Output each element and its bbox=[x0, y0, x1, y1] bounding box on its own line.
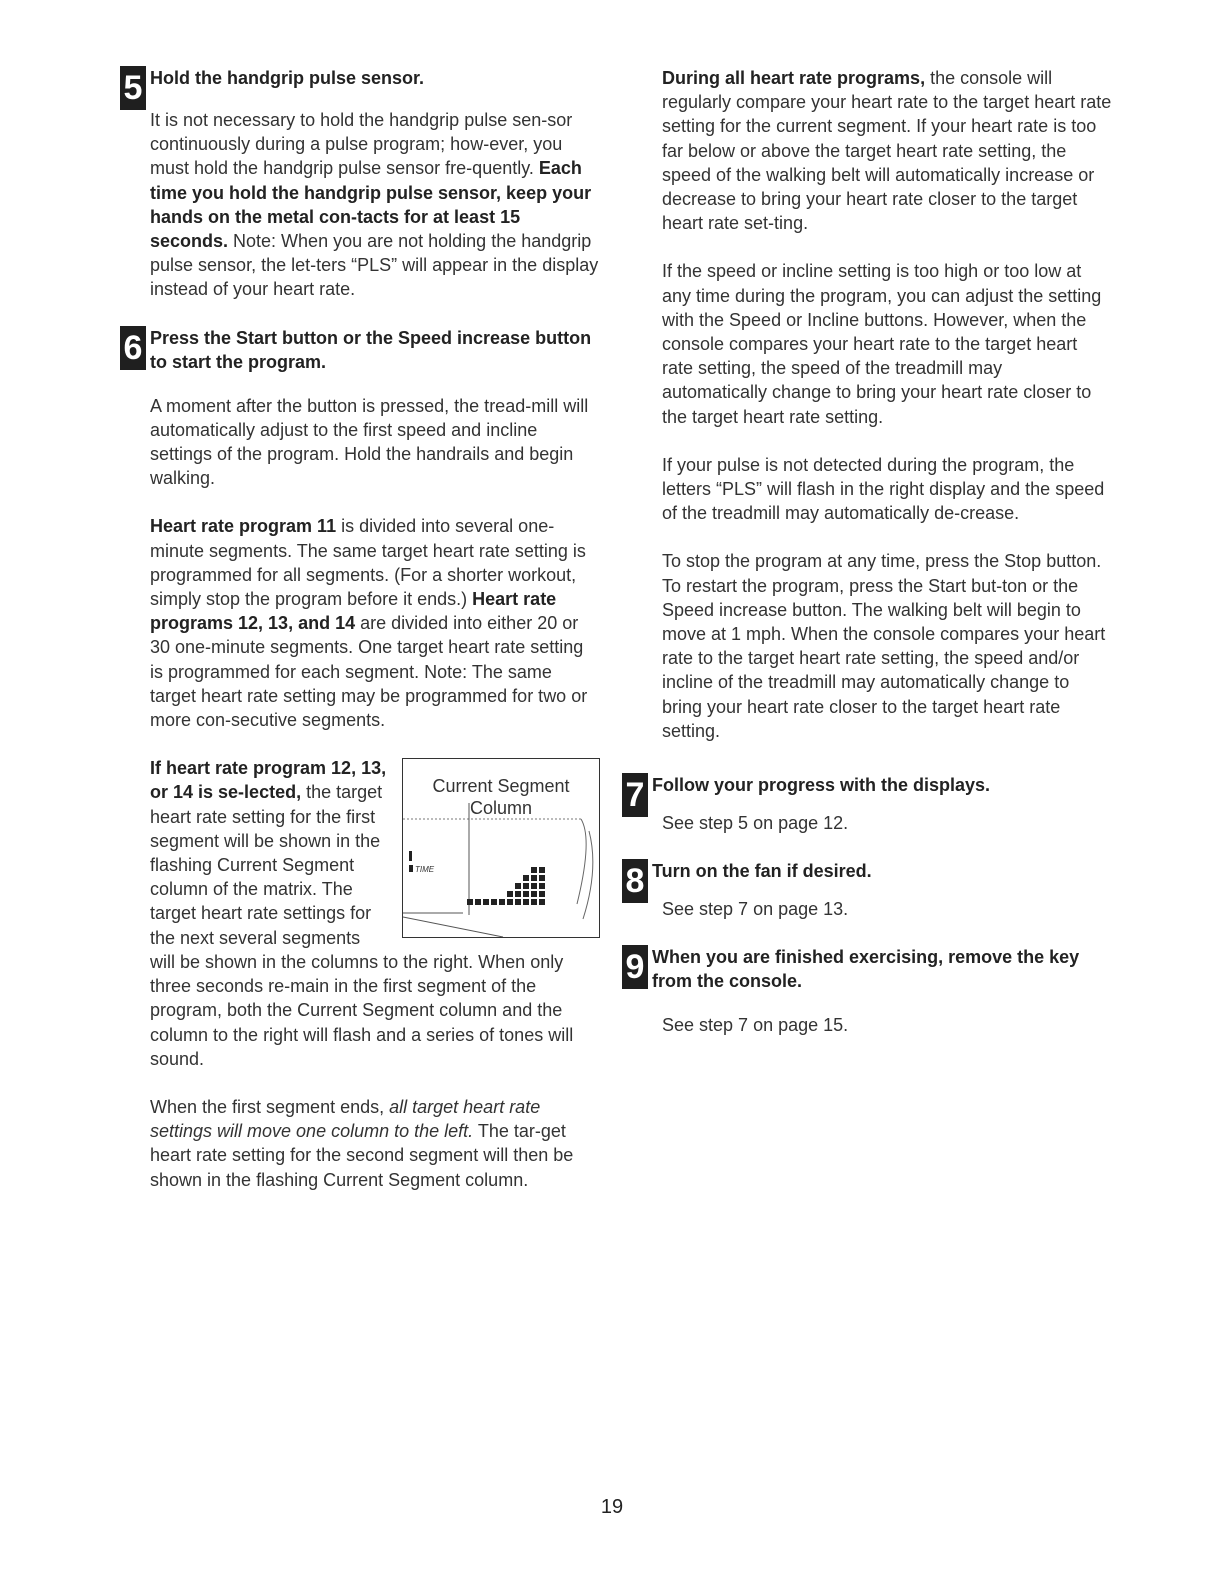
programs-12-14-bold: Heart rate programs 12, 13, and 14 bbox=[150, 589, 557, 634]
step-6 bbox=[120, 326, 600, 374]
step-6-p4-italic: all target heart rate settings will move one column to the left. bbox=[150, 1096, 541, 1142]
step-9 bbox=[622, 945, 1112, 993]
heart-rate-programs-paragraph bbox=[662, 66, 1112, 235]
time-indicator-icon bbox=[409, 851, 412, 861]
step-5-paragraph bbox=[120, 108, 600, 302]
heart-rate-programs-text: the console will regularly compare your heart rate to the target heart rate setting for the current segment. If your heart rate is too far below or above the target heart rate setting, the speed of the walking belt will automatically increase or decrease to bring your heart rate closer to the target heart rate set-ting. bbox=[662, 68, 1112, 234]
figure-caption-line-1: Current Segment bbox=[432, 776, 570, 797]
step-5 bbox=[120, 66, 600, 107]
step-9-title: When you are finished exercising, remove the key from the console. bbox=[652, 947, 1080, 992]
left-column bbox=[120, 66, 600, 1216]
step-6-paragraph-2 bbox=[120, 514, 600, 732]
step-5-text-a: It is not necessary to hold the handgrip pulse sen-sor continuously during a pulse program; how-ever, you must hold the handgrip pulse sensor fre-quently. bbox=[150, 110, 573, 179]
step-7-title: Follow your progress with the displays. bbox=[652, 775, 991, 796]
page-number: 19 bbox=[600, 1496, 624, 1518]
step-6-p3-text: the target heart rate setting for the first segment will be shown in the flashing Current Segment column of the matrix. The target heart rate settings for the next several segments will be shown in the columns to the right. When only three seconds re-main in the first segment of the program, both the Current Segment column and the column to the right will flash and a series of tones will sound. bbox=[150, 782, 574, 1069]
step-5-text-b: Note: When you are not holding the handgrip pulse sensor, the let-ters “PLS” will appear in the display instead of your heart rate. bbox=[150, 231, 599, 300]
step-6-title: Press the Start button or the Speed increase button to start the program. bbox=[150, 327, 592, 372]
step-6-p2-text-a: is divided into several one-minute segments. The same target heart rate setting is programmed for all segments. (For a shorter workout, simply stop the program before it ends.) bbox=[150, 516, 586, 610]
step-8-text: See step 7 on page 13. bbox=[662, 899, 849, 920]
step-9-text: See step 7 on page 15. bbox=[662, 1015, 849, 1036]
program-11-bold: Heart rate program 11 bbox=[150, 516, 337, 537]
matrix-display-illustration bbox=[403, 759, 599, 937]
step-6-paragraph-3 bbox=[120, 756, 600, 1071]
step-6-p4-text-b: The tar-get heart rate setting for the second segment will then be shown in the flashing Current Segment column. bbox=[150, 1121, 574, 1190]
step-6-paragraph-4 bbox=[120, 1095, 600, 1192]
step-8-title: Turn on the fan if desired. bbox=[652, 861, 872, 882]
step-6-number: 6 bbox=[120, 326, 146, 370]
step-7-text: See step 5 on page 12. bbox=[662, 813, 849, 834]
step-6-p2-text-b: are divided into either 20 or 30 one-minute segments. One target heart rate setting is programmed for each segment. Note: The same target heart rate setting may be programmed for two or more con-secutive segments. bbox=[150, 613, 588, 731]
step-8-number: 8 bbox=[622, 859, 648, 903]
step-8 bbox=[622, 859, 1112, 901]
step-7-number: 7 bbox=[622, 773, 648, 817]
step-5-title: Hold the handgrip pulse sensor. bbox=[150, 68, 425, 88]
right-column bbox=[625, 66, 1112, 1062]
step-5-text-bold: Each time you hold the handgrip pulse sensor, keep your hands on the metal con-tacts for at least 15 seconds. bbox=[150, 158, 592, 252]
program-12-14-selected-bold: If heart rate program 12, 13, or 14 is se-lected, bbox=[150, 758, 387, 803]
heart-rate-programs-bold: During all heart rate programs, bbox=[662, 68, 926, 88]
current-segment-figure bbox=[402, 758, 600, 938]
segment-matrix-bars bbox=[467, 867, 545, 905]
pulse-not-detected-paragraph: If your pulse is not detected during the program, the letters “PLS” will flash in the right display and the speed of the treadmill may automatically de-crease. bbox=[662, 454, 1105, 524]
step-6-p4-text-a: When the first segment ends, bbox=[150, 1096, 390, 1117]
step-9-number: 9 bbox=[622, 945, 648, 989]
figure-caption-line-2: Column bbox=[469, 798, 533, 819]
speed-incline-paragraph: If the speed or incline setting is too high or too low at any time during the program, you can adjust the setting with the Speed or Incline buttons. However, when the console compares your heart rate to the target heart rate setting, the speed of the treadmill may automatically change to bring your heart rate closer to the target heart rate setting. bbox=[662, 261, 1102, 427]
step-6-paragraph-1: A moment after the button is pressed, the tread-mill will automatically adjust to the first speed and incline settings of the program. Hold the handrails and begin walking. bbox=[150, 395, 589, 489]
step-5-number: 5 bbox=[120, 66, 146, 110]
stop-program-paragraph: To stop the program at any time, press the Stop button. To restart the program, press the Start but-ton or the Speed increase button. The walking belt will begin to move at 1 mph. When the console compares your heart rate to the target heart rate setting, the speed and/or incline of the treadmill may automatically change to bring your heart rate closer to the target heart rate setting. bbox=[662, 551, 1106, 741]
step-7 bbox=[622, 773, 1112, 815]
time-label: TIME bbox=[415, 865, 435, 875]
